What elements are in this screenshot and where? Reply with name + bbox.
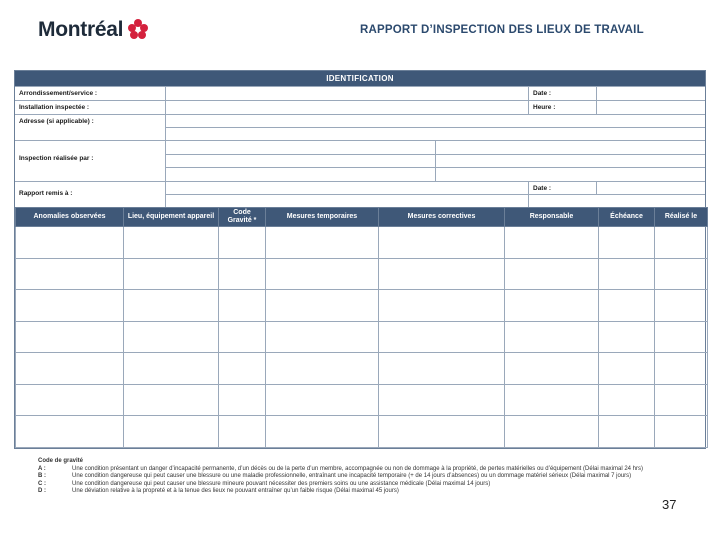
table-cell[interactable] bbox=[266, 290, 379, 322]
adresse-field[interactable] bbox=[166, 115, 705, 140]
table-cell[interactable] bbox=[655, 290, 708, 322]
legend-text: Une condition dangereuse qui peut causer une blessure ou une maladie professionnelle, entraînant une incapacité temporaire (+ de 14 jours d’absences) ou un dommage matériel sérieux (Délai maximal 7 jours) bbox=[72, 473, 632, 480]
label-rapport: Rapport remis à : bbox=[15, 182, 166, 207]
table-cell[interactable] bbox=[16, 353, 124, 385]
legend-title: Code de gravité bbox=[38, 458, 84, 464]
label-adresse: Adresse (si applicable) : bbox=[15, 115, 166, 140]
rosette-icon bbox=[127, 18, 149, 42]
table-cell[interactable] bbox=[266, 416, 379, 448]
table-cell[interactable] bbox=[16, 384, 124, 416]
table-cell[interactable] bbox=[379, 321, 505, 353]
table-cell[interactable] bbox=[124, 258, 219, 290]
col-realise-le: Réalisé le bbox=[655, 208, 708, 227]
col-mesures-correctives: Mesures correctives bbox=[379, 208, 505, 227]
table-row bbox=[16, 416, 708, 448]
label-date: Date : bbox=[529, 87, 597, 100]
gravity-legend bbox=[38, 458, 688, 496]
table-cell[interactable] bbox=[655, 258, 708, 290]
col-code-gravite: Code Gravité * bbox=[219, 208, 266, 227]
inspection-form bbox=[14, 70, 706, 449]
col-anomalies: Anomalies observées bbox=[16, 208, 124, 227]
table-cell[interactable] bbox=[655, 384, 708, 416]
anomalies-header-row bbox=[16, 208, 708, 227]
table-cell[interactable] bbox=[124, 227, 219, 259]
rapport-field[interactable] bbox=[166, 182, 529, 207]
table-cell[interactable] bbox=[599, 290, 655, 322]
table-cell[interactable] bbox=[124, 416, 219, 448]
table-cell[interactable] bbox=[599, 258, 655, 290]
row-installation bbox=[15, 100, 705, 114]
table-row bbox=[16, 384, 708, 416]
report-title: RAPPORT D’INSPECTION DES LIEUX DE TRAVAIL bbox=[360, 24, 644, 36]
legend-item-b bbox=[38, 473, 688, 481]
table-cell[interactable] bbox=[124, 321, 219, 353]
table-cell[interactable] bbox=[505, 258, 599, 290]
legend-text: Une condition présentant un danger d’incapacité permanente, d’un décès ou de la perte d’un membre, accompagnée ou non de dommage à la propriété, de pertes matérielles ou d’équipement (Délai maximal 24 hrs) bbox=[72, 465, 644, 472]
table-cell[interactable] bbox=[505, 353, 599, 385]
table-cell[interactable] bbox=[379, 258, 505, 290]
table-cell[interactable] bbox=[16, 258, 124, 290]
table-cell[interactable] bbox=[505, 321, 599, 353]
legend-item-d bbox=[38, 488, 688, 496]
table-cell[interactable] bbox=[16, 416, 124, 448]
table-cell[interactable] bbox=[379, 290, 505, 322]
table-cell[interactable] bbox=[219, 353, 266, 385]
table-cell[interactable] bbox=[266, 384, 379, 416]
label-date2: Date : bbox=[529, 182, 597, 195]
table-cell[interactable] bbox=[16, 227, 124, 259]
anomalies-table bbox=[15, 207, 708, 448]
table-cell[interactable] bbox=[379, 384, 505, 416]
table-cell[interactable] bbox=[124, 353, 219, 385]
heure-field[interactable] bbox=[597, 101, 705, 114]
legend-key: B : bbox=[38, 473, 46, 480]
montreal-logo bbox=[38, 18, 149, 42]
row-arrondissement bbox=[15, 86, 705, 100]
table-cell[interactable] bbox=[655, 321, 708, 353]
table-row bbox=[16, 353, 708, 385]
legend-key: C : bbox=[38, 480, 46, 487]
table-cell[interactable] bbox=[124, 384, 219, 416]
table-cell[interactable] bbox=[219, 227, 266, 259]
col-echeance: Échéance bbox=[599, 208, 655, 227]
table-cell[interactable] bbox=[219, 384, 266, 416]
table-cell[interactable] bbox=[266, 227, 379, 259]
table-cell[interactable] bbox=[219, 416, 266, 448]
table-cell[interactable] bbox=[655, 416, 708, 448]
table-cell[interactable] bbox=[219, 290, 266, 322]
col-mesures-temporaires: Mesures temporaires bbox=[266, 208, 379, 227]
label-installation: Installation inspectée : bbox=[15, 101, 166, 114]
table-cell[interactable] bbox=[379, 227, 505, 259]
table-cell[interactable] bbox=[379, 353, 505, 385]
col-lieu: Lieu, équipement appareil bbox=[124, 208, 219, 227]
table-cell[interactable] bbox=[505, 416, 599, 448]
table-row bbox=[16, 258, 708, 290]
table-cell[interactable] bbox=[16, 290, 124, 322]
logo-text: Montréal bbox=[38, 18, 124, 41]
row-adresse bbox=[15, 114, 705, 140]
table-cell[interactable] bbox=[266, 258, 379, 290]
table-cell[interactable] bbox=[599, 416, 655, 448]
label-heure: Heure : bbox=[529, 101, 597, 114]
page-number: 37 bbox=[662, 497, 677, 512]
label-inspection: Inspection réalisée par : bbox=[15, 141, 166, 181]
table-cell[interactable] bbox=[505, 227, 599, 259]
legend-item-a bbox=[38, 466, 688, 474]
date-field[interactable] bbox=[597, 87, 705, 100]
legend-key: A : bbox=[38, 465, 46, 472]
table-cell[interactable] bbox=[505, 384, 599, 416]
table-cell[interactable] bbox=[219, 258, 266, 290]
table-cell[interactable] bbox=[599, 321, 655, 353]
arrondissement-field[interactable] bbox=[166, 87, 529, 100]
legend-key: D : bbox=[38, 488, 46, 495]
table-cell[interactable] bbox=[124, 290, 219, 322]
legend-text: Une condition dangereuse qui peut causer une blessure mineure pouvant nécessiter des premiers soins ou une assistance médicale (Délai maximal 14 jours) bbox=[72, 480, 491, 487]
table-cell[interactable] bbox=[16, 321, 124, 353]
identification-heading: IDENTIFICATION bbox=[15, 71, 705, 86]
table-cell[interactable] bbox=[379, 416, 505, 448]
table-cell[interactable] bbox=[599, 227, 655, 259]
table-row bbox=[16, 321, 708, 353]
table-cell[interactable] bbox=[266, 321, 379, 353]
inspection-field[interactable] bbox=[166, 141, 705, 181]
date2-field[interactable] bbox=[597, 182, 705, 207]
row-inspection bbox=[15, 140, 705, 181]
label-arrondissement: Arrondissement/service : bbox=[15, 87, 166, 100]
table-cell[interactable] bbox=[655, 227, 708, 259]
table-cell[interactable] bbox=[599, 353, 655, 385]
table-cell[interactable] bbox=[266, 353, 379, 385]
legend-text: Une déviation relative à la propreté et à la tenue des lieux ne pouvant entraîner qu’un faible risque (Délai maximal 45 jours) bbox=[72, 488, 399, 495]
row-rapport bbox=[15, 181, 705, 207]
col-responsable: Responsable bbox=[505, 208, 599, 227]
legend-item-c bbox=[38, 481, 688, 489]
anomalies-body bbox=[16, 227, 708, 448]
table-row bbox=[16, 290, 708, 322]
table-row bbox=[16, 227, 708, 259]
table-cell[interactable] bbox=[655, 353, 708, 385]
table-cell[interactable] bbox=[505, 290, 599, 322]
installation-field[interactable] bbox=[166, 101, 529, 114]
table-cell[interactable] bbox=[599, 384, 655, 416]
table-cell[interactable] bbox=[219, 321, 266, 353]
